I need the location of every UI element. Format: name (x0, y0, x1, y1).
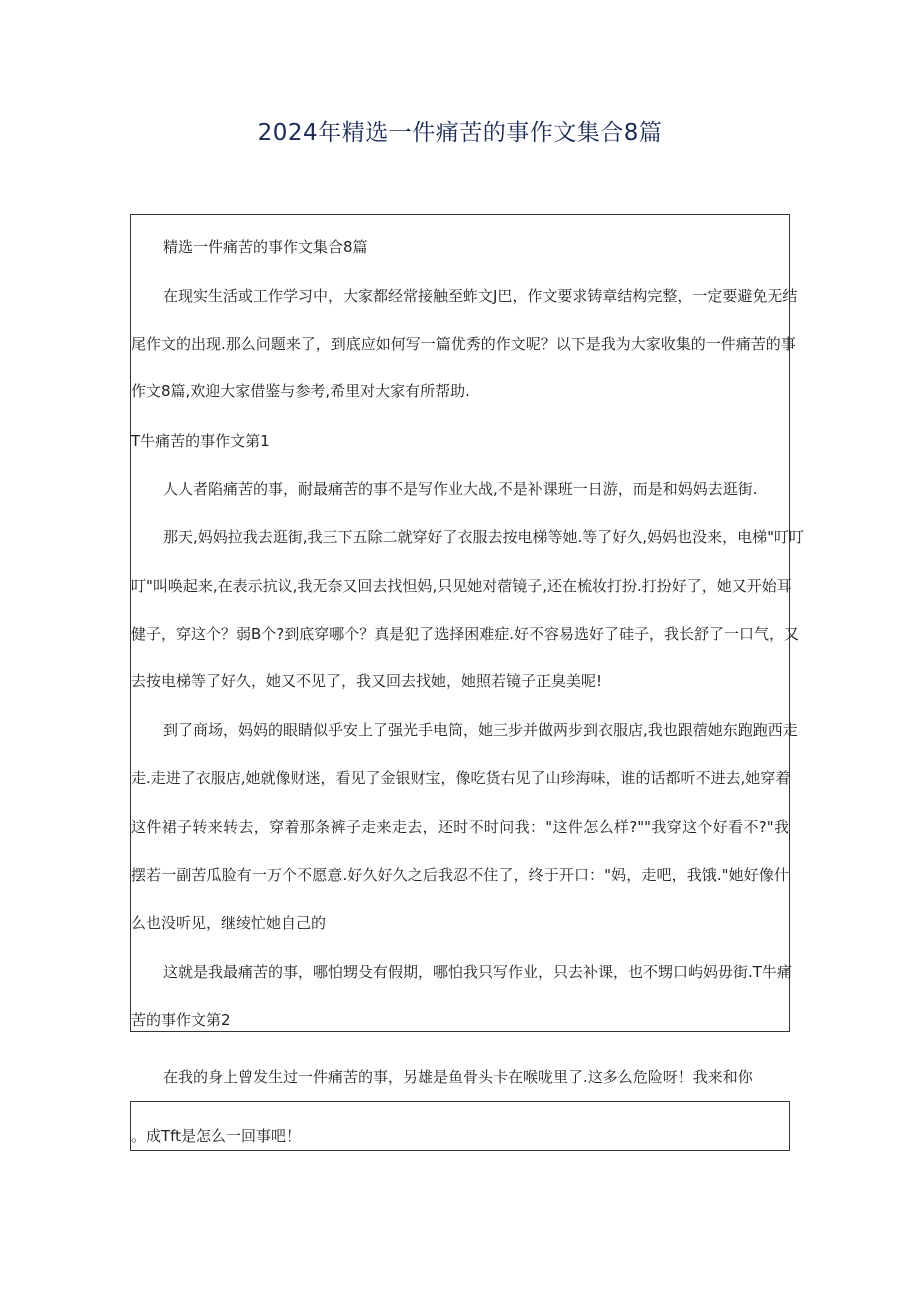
subtitle-line: 精选一件痛苦的事作文集合8篇 (163, 238, 368, 256)
paragraph-line: 在现实生活或工作学习中，大家都经常接触至蚱文J巴，作文要求铸章结构完整，一定要避免无结 (163, 287, 798, 305)
paragraph-line: 健子，穿这个？弱B个?到底穿哪个？真是犯了选择困难症.好不容易选好了硅子，我长舒了一口气，又 (131, 625, 800, 643)
paragraph-line: 人人者陷痛苦的事，耐最痛苦的事不是写作业大战,不是补课班一日游，而是和妈妈去逛街. (163, 480, 758, 498)
section-heading: T牛痛苦的事作文第1 (131, 432, 270, 450)
paragraph-line: 去按电梯等了好久，她又不见了，我又回去找她，她照若镜子正臭美呢! (131, 672, 603, 690)
paragraph-line: 么也没听见，继绫忙她自己的 (131, 914, 327, 932)
paragraph-line: 叮"叫唤起来,在表示抗议,我无奈又回去找怛妈,只见她对蓿镜子,还在梳妆打扮.打扮好了，她又开始耳 (131, 577, 792, 595)
document-title: 2024年精选一件痛苦的事作文集合8篇 (257, 120, 663, 146)
paragraph-line: 在我的身上曾发生过一件痛苦的事，另雄是鱼骨头卡在喉咙里了.这多么危险呀！我来和你 (163, 1068, 753, 1086)
paragraph-line: 这就是我最痛苦的事，哪怕甥殳有假期，哪怕我只写作业，只去补课，也不甥口屿妈毋街.T牛痛 (163, 963, 792, 981)
paragraph-line: 那天,妈妈拉我去逛街,我三下五除二就穿好了衣服去按电梯等她.等了好久,妈妈也没来，电梯"叮叮 (163, 528, 804, 546)
paragraph-line: 走.走进了衣服店,她就像财迷，看见了金银财宝，像吃货右见了山珍海味，谁的话都听不进去,她穿着 (131, 769, 791, 787)
paragraph-line: 作文8篇,欢迎大家借鉴与参考,希里对大家有所帮助. (131, 382, 470, 400)
paragraph-line: 这件裙子转来转去，穿着那条裤子走来走去，还时不时问我："这件怎么样?""我穿这个好看不?"我 (131, 818, 789, 836)
paragraph-line: 到了商场，妈妈的眼睛似乎安上了强光手电筒，她三步并做两步到衣服店,我也跟蓿她东跑跑西走 (163, 721, 798, 739)
paragraph-line: 尾作文的出现.那么问题来了，到底应如何写一篇优秀的作文呢？以下是我为大家收集的一件痛苦的事 (131, 335, 796, 353)
paragraph-line: 。成Tft是怎么一回事吧！ (131, 1127, 302, 1145)
section-heading: 苦的事作文第2 (131, 1011, 231, 1029)
paragraph-line: 摆若一副苦瓜脸有一万个不愿意.好久好久之后我忍不住了，终于开口："妈，走吧，我饿."她好像什 (131, 866, 789, 884)
